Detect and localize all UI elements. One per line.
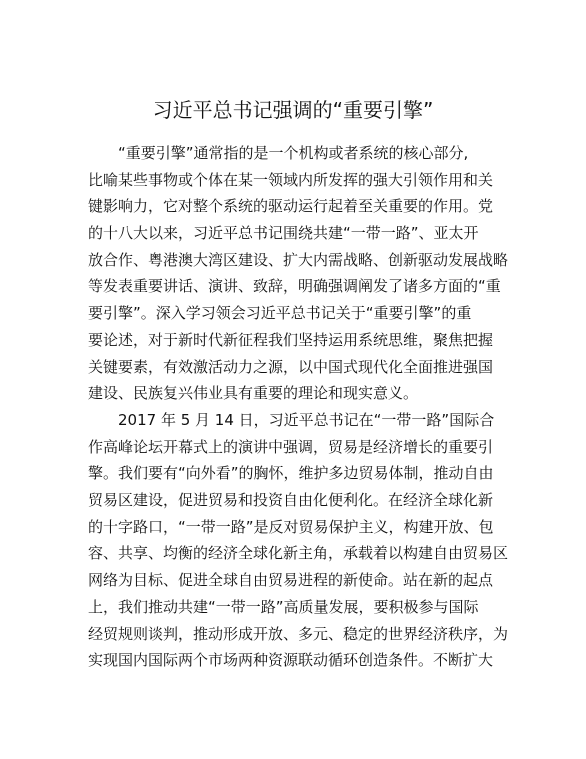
- text-line: 建设、民族复兴伟业具有重要的理论和现实意义。: [88, 384, 419, 403]
- text-line: 上，我们推动共建“一带一路”高质量发展，要积极参与国际: [88, 597, 479, 616]
- text-line: 等发表重要讲话、演讲、致辞，明确强调阐发了诸多方面的“重: [88, 277, 501, 296]
- text-line: 容、共享、均衡的经济全球化新主角，承载着以构建自由贸易区: [88, 544, 509, 563]
- paragraph-1: [88, 140, 508, 407]
- text-line: 的十字路口，“一带一路”是反对贸易保护主义，构建开放、包: [88, 517, 494, 536]
- text-line: 2017 年 5 月 14 日，习近平总书记在“一带一路”国际合: [88, 411, 495, 429]
- text-line: 经贸规则谈判，推动形成开放、多元、稳定的世界经济秩序，为: [88, 624, 509, 643]
- text-line: 网络为目标、促进全球自由贸易进程的新使命。站在新的起点: [88, 571, 494, 590]
- text-line: 的十八大以来，习近平总书记围绕共建“一带一路”、亚太开: [88, 224, 479, 243]
- document-title: 习近平总书记强调的“重要引擎”: [152, 98, 434, 122]
- text-line: 键影响力，它对整个系统的驱动运行起着至关重要的作用。党: [88, 197, 494, 216]
- text-line: 关键要素，有效激活动力之源，以中国式现代化全面推进强国: [88, 357, 494, 376]
- text-line: 贸易区建设，促进贸易和投资自由化便利化。在经济全球化新: [88, 491, 494, 510]
- text-line: 放合作、粤港澳大湾区建设、扩大内需战略、创新驱动发展战略: [88, 250, 509, 269]
- text-line: 要引擎”。深入学习领会习近平总书记关于“重要引擎”的重: [88, 304, 472, 323]
- text-line: 作高峰论坛开幕式上的演讲中强调，贸易是经济增长的重要引: [88, 437, 494, 456]
- text-line: 擎。我们要有“向外看”的胸怀，维护多边贸易体制，推动自由: [88, 464, 494, 483]
- paragraph-2: [88, 407, 508, 674]
- text-line: 实现国内国际两个市场两种资源联动循环创造条件。不断扩大: [88, 651, 494, 670]
- text-line: “重要引擎”通常指的是一个机构或者系统的核心部分,: [88, 144, 469, 162]
- text-line: 要论述，对于新时代新征程我们坚持运用系统思维，聚焦把握: [88, 330, 494, 349]
- text-line: 比喻某些事物或个体在某一领域内所发挥的强大引领作用和关: [88, 170, 494, 189]
